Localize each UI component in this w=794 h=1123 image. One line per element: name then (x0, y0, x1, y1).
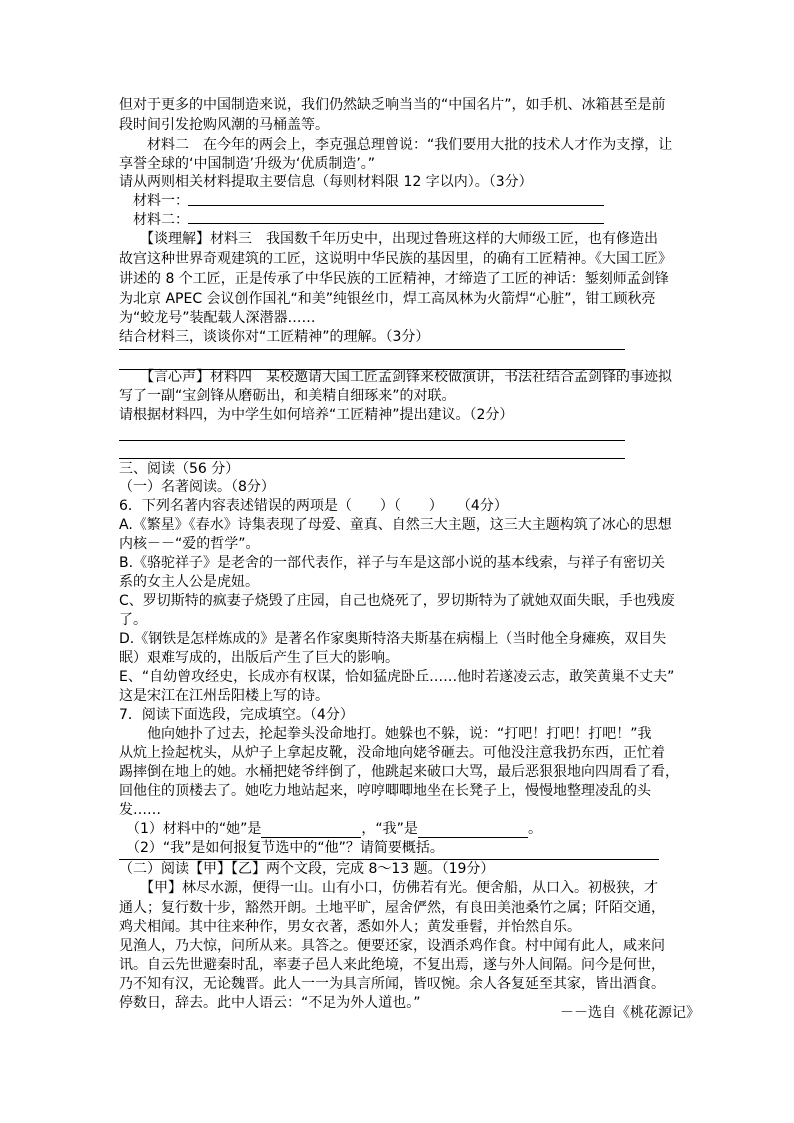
blank-field[interactable] (418, 823, 528, 838)
text-line: 回他住的顶楼去了。她吃力地站起来，哼哼唧唧地坐在长凳子上，慢慢地整理凌乱的头 (119, 783, 651, 799)
source-citation: －－选自《桃花源记》 (560, 1005, 700, 1021)
option-d-cont: 眠）艰难写成的，出版后产生了巨大的影响。 (119, 650, 399, 666)
fill-blank-question (119, 820, 542, 838)
text-line: 见渔人，乃大惊，问所从来。具答之。便要还家，设酒杀鸡作食。村中闻有此人，咸来问 (119, 938, 665, 954)
answer-line (119, 349, 625, 350)
answer-line (188, 223, 604, 224)
answer-line (119, 458, 625, 459)
question-prompt: 请从两则相关材料提取主要信息（每则材料限 12 字以内）。（3分） (119, 174, 533, 190)
text-line: 他向她扑了过去，抡起拳头没命地打。她躲也不躲，说：“打吧！打吧！打吧！”我 (119, 726, 652, 742)
option-b-cont: 系的女主人公是虎妞。 (119, 574, 259, 590)
question-prompt: 6．下列名著内容表述错误的两项是（ ）（ ） （4分） (119, 498, 508, 514)
text-line: 为“蛟龙号”装配载人深潜器…… (119, 310, 316, 326)
text-line: 乃不知有汉，无论魏晋。此人一一为具言所闻，皆叹惋。余人各复延至其家，皆出酒食。 (119, 976, 665, 992)
answer-line (188, 205, 604, 206)
text-line: 鸡犬相闻。其中往来种作，男女衣著，悉如外人；黄发垂髫，并怡然自乐。 (119, 919, 581, 935)
option-b: B.《骆驼祥子》是老舍的一部代表作，祥子与车是这部小说的基本线索，与祥子有密切关 (119, 555, 666, 571)
question-prompt: 结合材料三，谈谈你对“工匠精神”的理解。（3分） (119, 329, 430, 345)
question-prompt: （2）“我”是如何报复节选中的“他”？请简要概括。 (119, 840, 444, 856)
text-line: 【甲】林尽水源，便得一山。山有小口，仿佛若有光。便舍船，从口入。初极狭，才 (119, 880, 658, 896)
answer-label-material-2: 材料二： (119, 212, 189, 228)
fill-blank-text: 。 (527, 821, 542, 837)
text-line: 停数日，辞去。此中人语云：“不足为外人道也。” (119, 995, 421, 1011)
subsection-heading: （二）阅读【甲】【乙】两个文段，完成 8～13 题。（19分） (119, 861, 495, 877)
option-c: C、罗切斯特的疯妻子烧毁了庄园，自己也烧死了，罗切斯特为了就她双面失眠，手也残废 (119, 593, 675, 609)
text-line: 享誉全球的‘中国制造’升级为‘优质制造’。” (119, 156, 376, 172)
text-line: 踢摔倒在地上的她。水桶把姥爷绊倒了，他跳起来破口大骂，最后恶狠狠地向四周看了看， (119, 764, 679, 780)
text-line: 【谈理解】材料三 我国数千年历史中，出现过鲁班这样的大师级工匠，也有修造出 (119, 231, 658, 247)
text-line: 讯。自云先世避秦时乱，率妻子邑人来此绝境，不复出焉，遂与外人间隔。问今是何世， (119, 957, 665, 973)
answer-label-material-1: 材料一： (119, 193, 189, 209)
text-line: 段时间引发抢购风潮的马桶盖等。 (119, 117, 329, 133)
blank-field[interactable] (261, 823, 361, 838)
question-prompt: 请根据材料四，为中学生如何培养“工匠精神”提出建议。（2分） (119, 407, 514, 423)
text-line: 讲述的 8 个工匠，正是传承了中华民族的工匠精神，才缔造了工匠的神话：錾刻师孟剑锋 (119, 271, 669, 287)
section-heading: 三、阅读（56 分） (119, 461, 240, 477)
question-prompt: 7．阅读下面选段，完成填空。（4分） (119, 707, 354, 723)
subsection-heading: （一）名著阅读。（8分） (119, 479, 275, 495)
text-line: 【言心声】材料四 某校邀请大国工匠孟剑锋来校做演讲，书法社结合孟剑锋的事迹拟 (119, 369, 672, 385)
fill-blank-text: ，“我”是 (361, 821, 418, 837)
text-line: 但对于更多的中国制造来说，我们仍然缺乏响当当的“中国名片”，如手机、冰箱甚至是前 (119, 97, 666, 113)
option-d: D.《钢铁是怎样炼成的》是著名作家奥斯特洛夫斯基在病榻上（当时他全身瘫痪，双目失 (119, 631, 667, 647)
text-line: 发…… (119, 802, 161, 818)
fill-blank-text: （1）材料中的“她”是 (119, 821, 262, 837)
text-line: 故宫这种世界奇观建筑的工匠，这说明中华民族的基因里，的确有工匠精神。《大国工匠》 (119, 251, 672, 267)
text-line: 写了一副“宝剑锋从磨砺出，和美精自细琢来”的对联。 (119, 388, 456, 404)
text-line: 材料二 在今年的两会上，李克强总理曾说：“我们要用大批的技术人才作为支撑，让 (119, 137, 673, 153)
text-line: 从炕上捡起枕头，从炉子上拿起皮靴，没命地向姥爷砸去。可他没注意我扔东西，正忙着 (119, 745, 665, 761)
option-a: A.《繁星》《春水》诗集表现了母爱、童真、自然三大主题，这三大主题构筑了冰心的思想 (119, 517, 672, 533)
option-e: E、“自幼曾攻经史，长成亦有权谋，恰如猛虎卧丘……他时若遂凌云志，敢笑黄巢不丈夫” (119, 669, 675, 685)
option-a-cont: 内核－－“爱的哲学”。 (119, 536, 260, 552)
text-line: 通人；复行数十步，豁然开朗。土地平旷，屋舍俨然，有良田美池桑竹之属；阡陌交通， (119, 900, 665, 916)
answer-line (119, 440, 625, 441)
option-c-cont: 了。 (119, 612, 147, 628)
option-e-cont: 这是宋江在江州岳阳楼上写的诗。 (119, 688, 329, 704)
text-line: 为北京 APEC 会议创作国礼“和美”纯银丝巾，焊工高凤林为火箭焊“心脏”，钳工顾秋亮 (119, 291, 656, 307)
